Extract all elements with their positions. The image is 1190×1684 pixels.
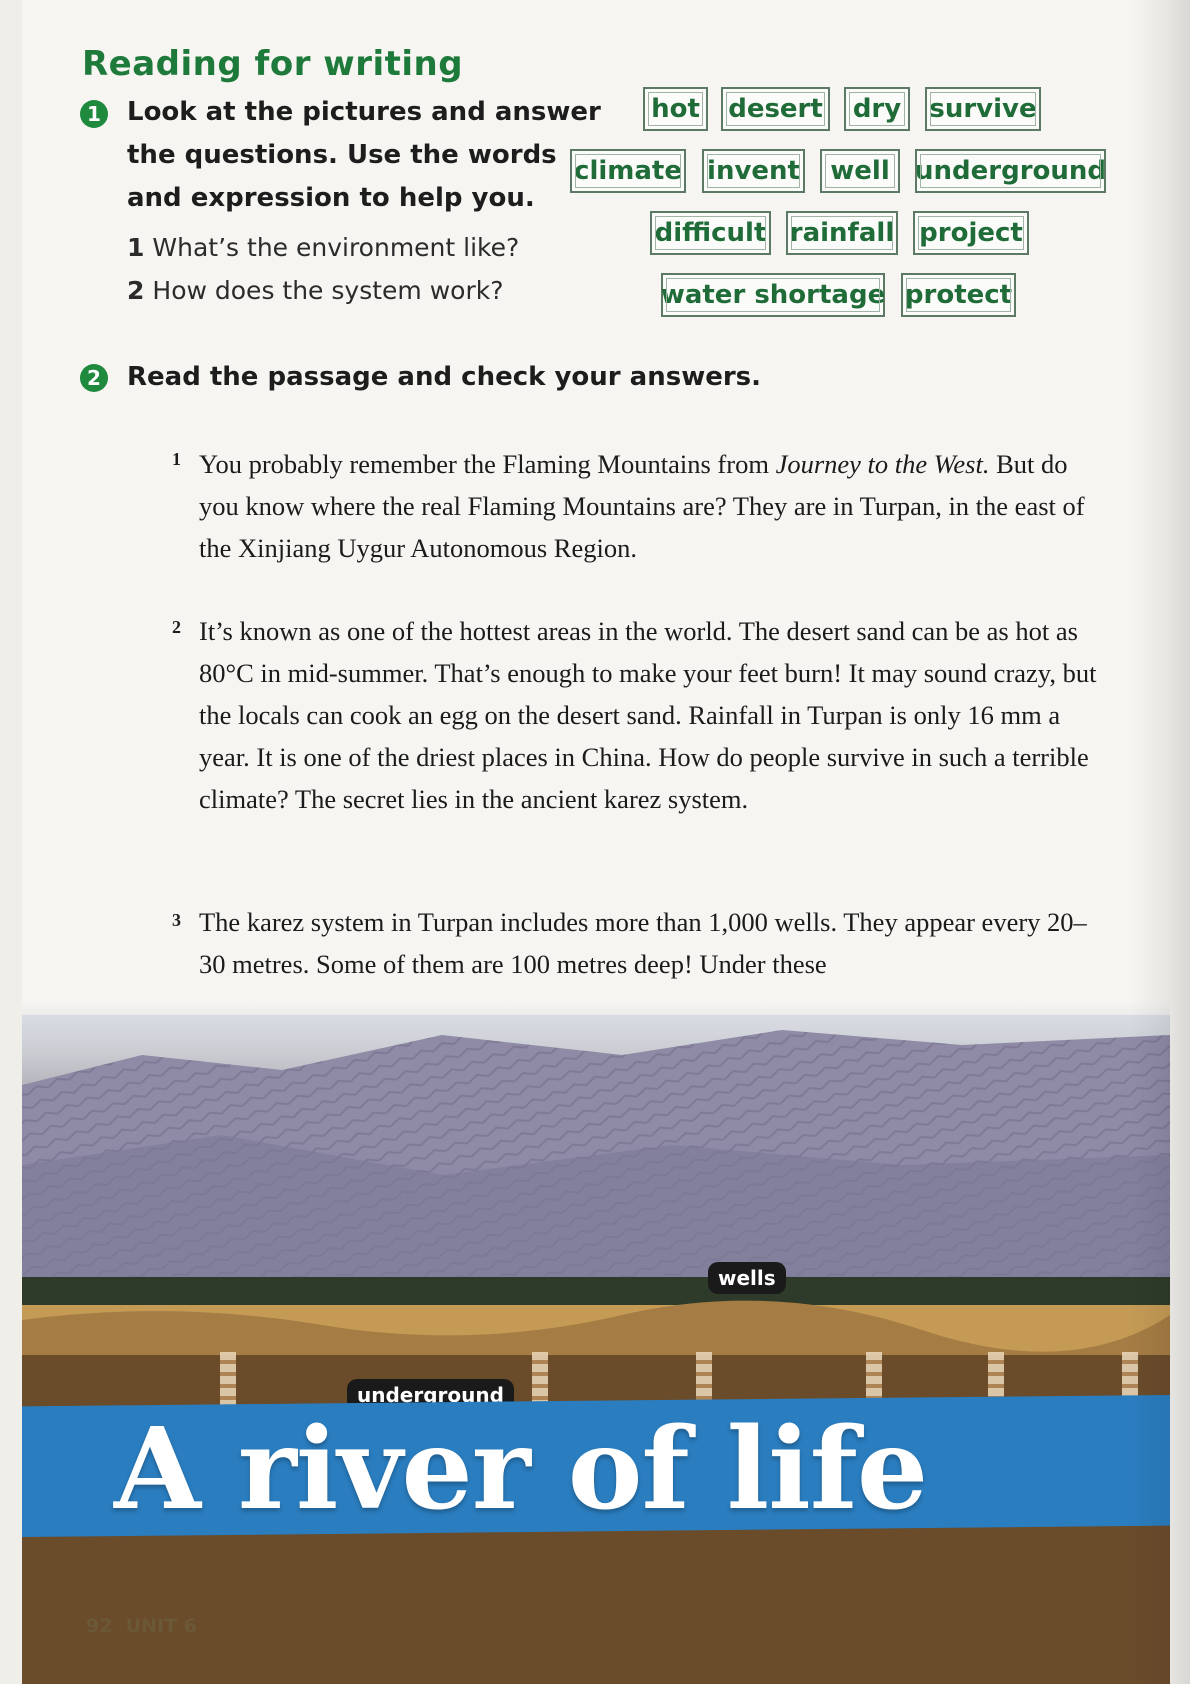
word-well: well — [820, 149, 900, 193]
word-difficult: difficult — [650, 211, 771, 255]
word-water-shortage: water shortage — [661, 273, 885, 317]
activity-2-number: 2 — [80, 364, 108, 392]
paragraph-text: But do you know where the real Flaming Mountains are? They are in Turpan, in the east of the Xinjiang Uygur Autonomous Region. — [199, 449, 1085, 563]
word-desert: desert — [721, 87, 830, 131]
question-text: What’s the environment like? — [152, 233, 520, 262]
question-2 — [127, 276, 503, 305]
unit-label: UNIT 6 — [125, 1615, 197, 1637]
word-dry: dry — [844, 87, 910, 131]
underground-label: underground — [347, 1379, 514, 1411]
page-edge — [0, 0, 22, 1684]
word-project: project — [913, 211, 1029, 255]
activity-2-instruction: Read the passage and check your answers. — [127, 362, 762, 392]
book-title: Journey to the West. — [775, 449, 990, 479]
paragraph-3: The karez system in Turpan includes more than 1,000 wells. They appear every 20–30 metres. Some of them are 100 metres deep! Under these — [199, 907, 1087, 979]
paragraph-number: 3 — [172, 910, 181, 930]
activity-1-number: 1 — [80, 100, 108, 128]
page-shadow — [1130, 0, 1190, 1684]
paragraph-number: 2 — [172, 617, 181, 637]
question-text: How does the system work? — [152, 276, 504, 305]
banner-title: A river of life — [114, 1404, 928, 1535]
paragraph-text: You probably remember the Flaming Mountains from — [199, 449, 776, 479]
page-footer — [86, 1615, 197, 1637]
page-number: 92 — [86, 1615, 113, 1637]
word-hot: hot — [643, 87, 708, 131]
wells-label: wells — [708, 1262, 786, 1294]
instruction-line: Look at the pictures and answer — [127, 97, 601, 127]
paragraph-number: 1 — [172, 449, 181, 469]
question-number: 1 — [127, 233, 145, 262]
instruction-line: and expression to help you. — [127, 183, 535, 213]
word-invent: invent — [702, 149, 805, 193]
word-protect: protect — [901, 273, 1016, 317]
word-rainfall: rainfall — [786, 211, 898, 255]
question-1 — [127, 233, 519, 262]
word-underground: underground — [915, 149, 1106, 193]
mountains-illustration — [22, 1015, 1170, 1684]
section-title: Reading for writing — [82, 44, 464, 84]
flaming-mountains-photo — [22, 1015, 1170, 1684]
paragraph-1 — [199, 443, 1099, 569]
word-climate: climate — [570, 149, 686, 193]
instruction-line: the questions. Use the words — [127, 140, 557, 170]
question-number: 2 — [127, 276, 145, 305]
word-survive: survive — [925, 87, 1041, 131]
paragraph-2: It’s known as one of the hottest areas in the world. The desert sand can be as hot as 80°C in mid-summer. That’s enough to make your feet burn! It may sound crazy, but the locals can cook an egg on the desert sand. Rainfall in Turpan is only 16 mm a year. It is one of the driest places in China. How do people survive in such a terrible climate? The secret lies in the ancient karez system. — [199, 616, 1097, 814]
activity-1-instruction — [127, 91, 601, 220]
